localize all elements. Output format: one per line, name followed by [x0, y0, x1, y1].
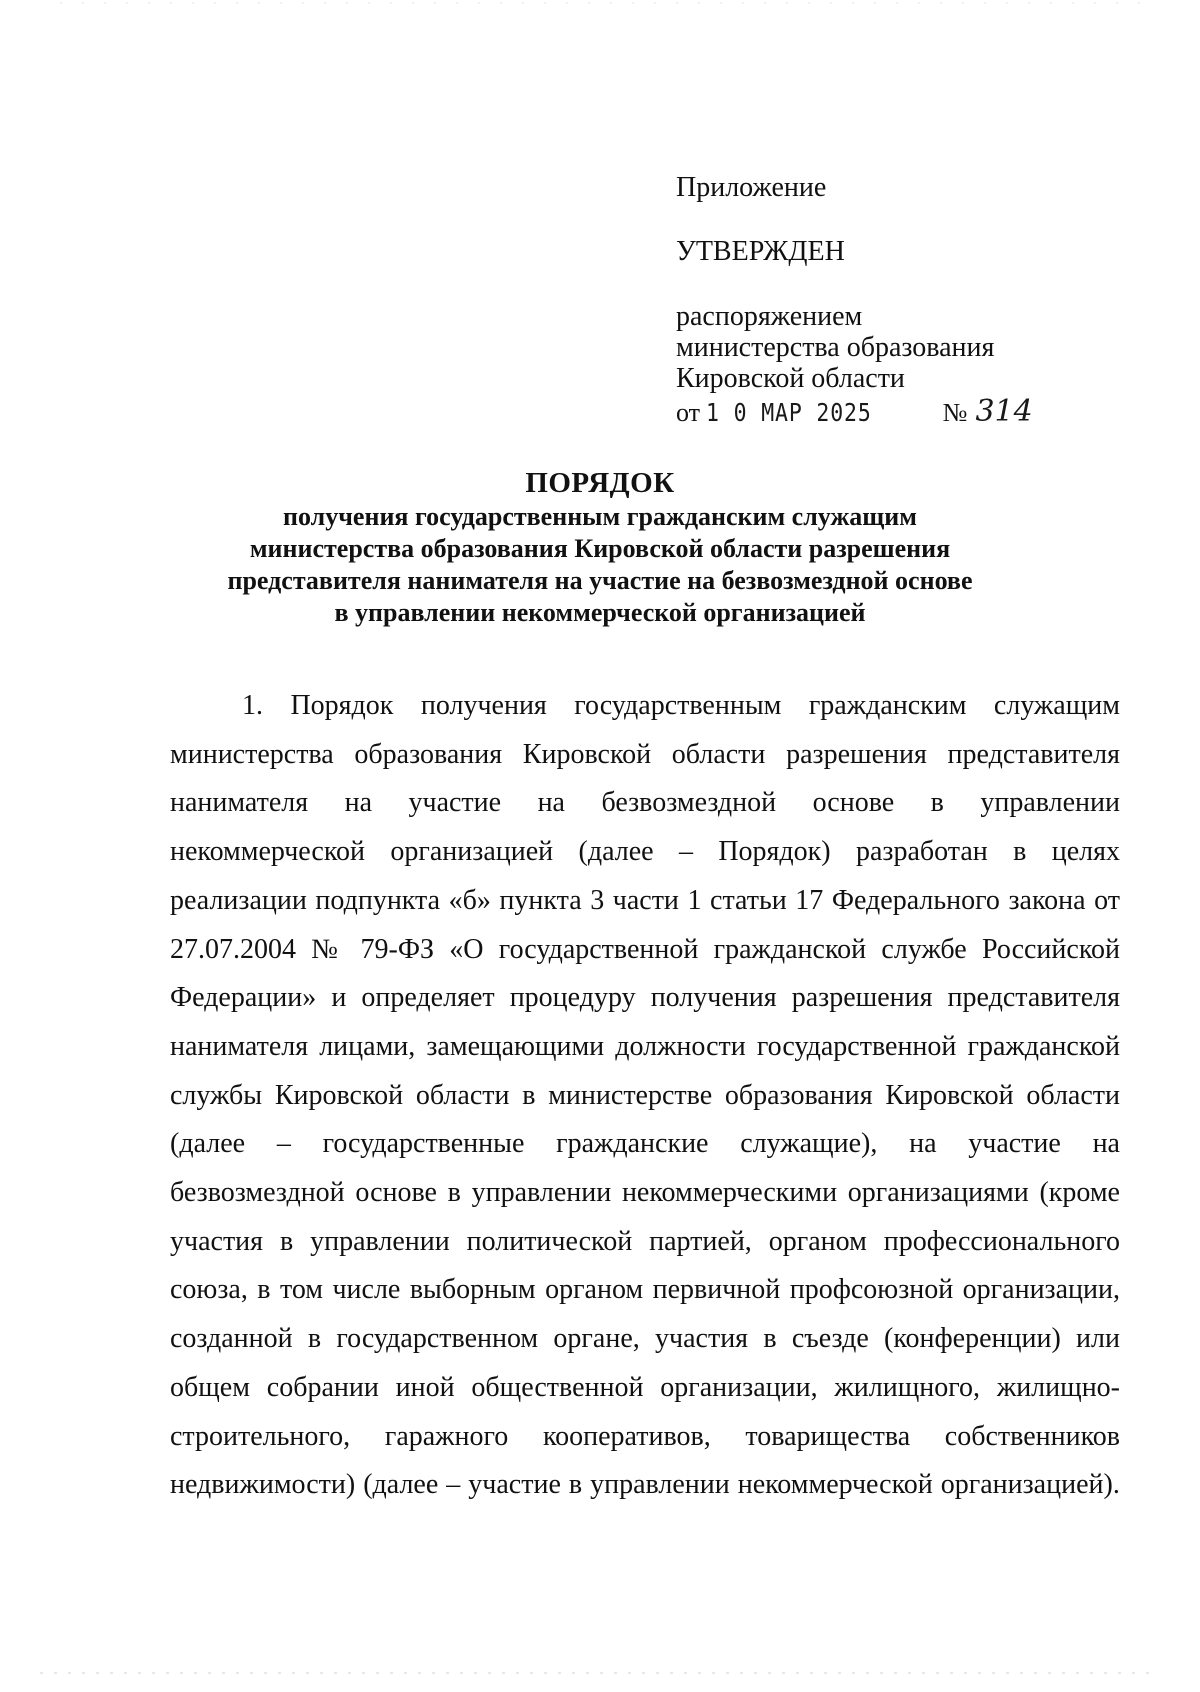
document-subtitle-line: представителя нанимателя на участие на безвозмездной основе	[227, 566, 973, 595]
appendix-label: Приложение	[676, 172, 827, 203]
order-line: распоряжением	[676, 301, 863, 332]
scan-edge-bottom	[40, 1672, 1160, 1674]
document-subtitle-line: получения государственным гражданским служащим	[283, 502, 917, 531]
approval-block	[676, 172, 1136, 428]
document-body	[170, 682, 1120, 1510]
document-title-main: ПОРЯДОК	[525, 467, 675, 499]
order-line: министерства образования	[676, 332, 995, 363]
scan-edge-top	[60, 2, 1140, 4]
order-date-number-line	[676, 396, 1136, 428]
document-title	[150, 466, 1050, 628]
document-subtitle-line: в управлении некоммерческой организацией	[334, 598, 866, 627]
order-line: Кировской области	[676, 363, 905, 394]
document-subtitle-line: министерства образования Кировской области разрешения	[249, 534, 951, 563]
body-paragraph: 1. Порядок получения государственным гражданским служащим министерства образования Кировской области разрешения представителя нанимателя на участие на безвозмездной основе в управлении некоммерческой организацией (далее – Порядок) разработан в целях реализации подпункта «б» пункта 3 части 1 статьи 17 Федерального закона от 27.07.2004 № 79-ФЗ «О государственной гражданской службе Российской Федерации» и определяет процедуру получения разрешения представителя нанимателя лицами, замещающими должности государственной гражданской службы Кировской области в министерстве образования Кировской области (далее – государственные гражданские служащие), на участие на безвозмездной основе в управлении некоммерческими организациями (кроме участия в управлении политической партией, органом профессионального союза, в том числе выборным органом первичной профсоюзной организации, созданной в государственном органе, участия в съезде (конференции) или общем собрании иной общественной организации, жилищного, жилищно-строительного, гаражного кооперативов, товарищества собственников недвижимости) (далее – участие в управлении некоммерческой организацией).	[170, 690, 1120, 1501]
handwritten-order-number: 314	[975, 394, 1033, 429]
number-label: №	[942, 398, 968, 427]
approved-label: УТВЕРЖДЕН	[676, 236, 845, 267]
order-reference	[676, 301, 1136, 428]
date-prefix: от	[676, 398, 701, 427]
date-stamp: 1 0 МАР 2025	[706, 398, 872, 427]
